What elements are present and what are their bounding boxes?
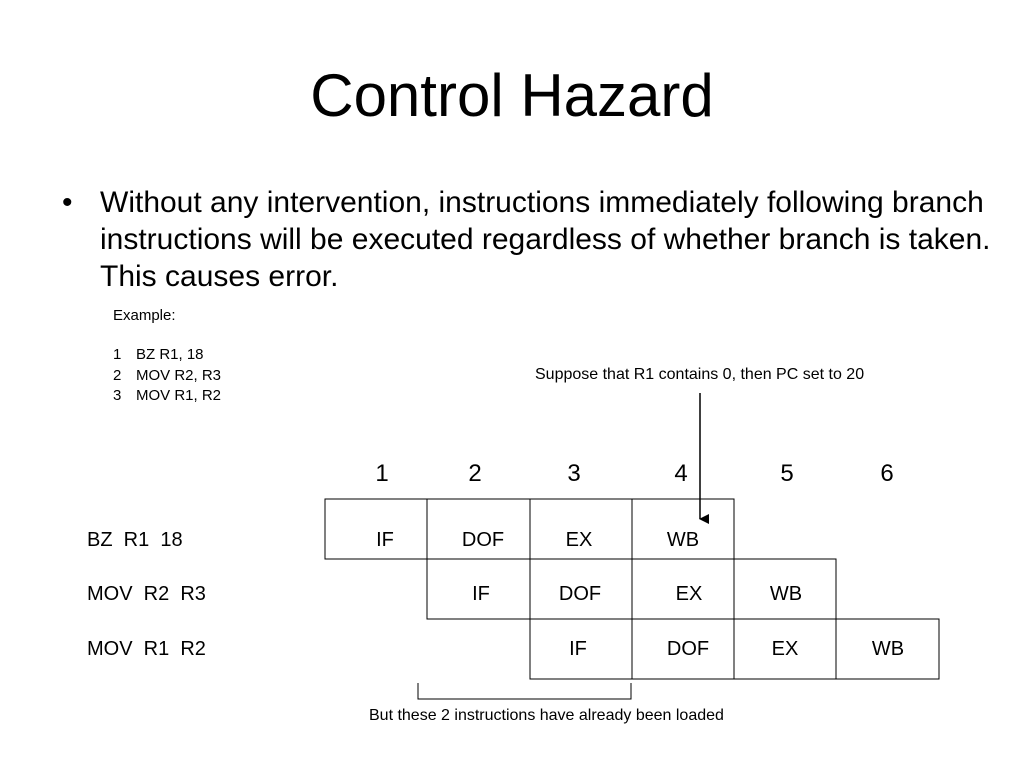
stage-cell: DOF [461,529,505,551]
example-line-code: MOV R1, R2 [136,387,222,404]
stage-cell: EX [675,583,703,605]
example-line-code: BZ R1, 18 [136,346,204,363]
cycle-number: 5 [780,460,794,487]
bullet-text: Without any intervention, instructions immediately following branch instructions will be executed regardless of whether branch is taken. This causes error. [100,186,991,293]
example-line-code: MOV R2, R3 [136,367,222,384]
stage-cell: WB [871,638,905,660]
instruction-label: MOV R1 R2 [87,638,206,660]
instruction-label: MOV R2 R3 [87,583,206,605]
stage-cell: EX [565,529,593,551]
stage-cell: IF [569,638,587,660]
loaded-annotation: But these 2 instructions have already been loaded [369,707,724,724]
example-line-number: 3 [113,387,122,404]
pc-annotation: Suppose that R1 contains 0, then PC set to 20 [535,366,865,383]
stage-cell: EX [771,638,799,660]
bullet-marker: • [62,186,73,219]
slide-title: Control Hazard [310,62,714,129]
stage-cell: DOF [666,638,710,660]
cycle-number: 4 [674,460,688,487]
cycle-number: 3 [567,460,581,487]
stage-cell: WB [666,529,700,551]
stage-cell: DOF [558,583,602,605]
loaded-bracket [418,683,631,699]
example-line-number: 2 [113,367,122,384]
instruction-label: BZ R1 18 [87,529,183,551]
example-heading: Example: [113,307,176,324]
stage-cell: WB [769,583,803,605]
example-line-number: 1 [113,346,122,363]
cycle-number: 2 [468,460,482,487]
cycle-number: 6 [880,460,894,487]
stage-cell: IF [472,583,490,605]
stage-cell: IF [376,529,394,551]
cycle-number: 1 [375,460,389,487]
